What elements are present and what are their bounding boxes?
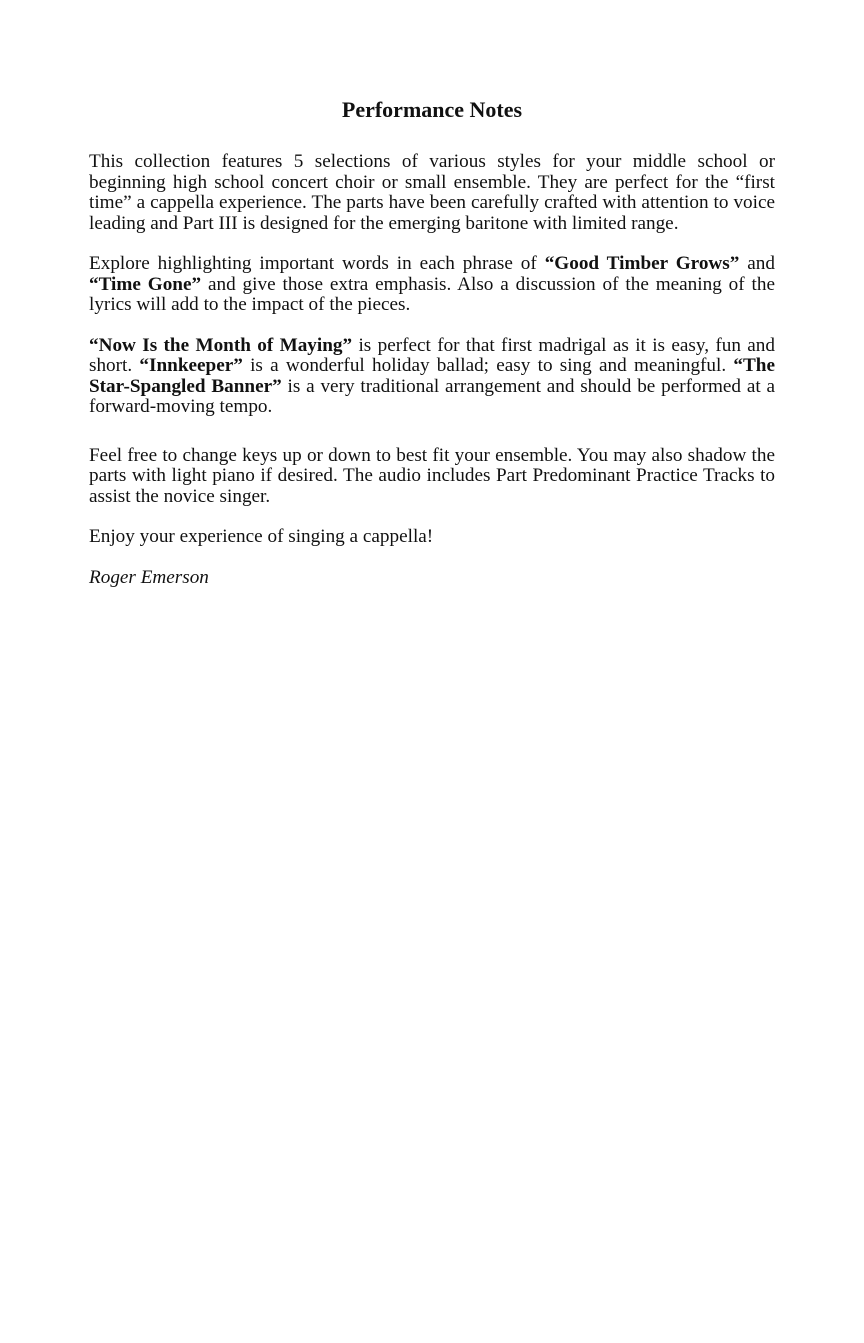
emphasis-text-1: Explore highlighting important words in each phrase of <box>89 253 545 274</box>
author-signature: Roger Emerson <box>89 566 209 588</box>
songs-text-1: is perfect for that first madrigal as it is easy, fun and short. <box>89 334 775 376</box>
emphasis-text-3: and give those extra emphasis. Also a discussion of the meaning of the lyrics will add to the impact of the pieces. <box>89 273 775 315</box>
intro-text: This collection features 5 selections of various styles for your middle school or beginning high school concert choir or small ensemble. They are perfect for the “first time” a cappella experience. The parts have been carefully crafted with attention to voice leading and Part III is designed for the emerging baritone with limited range. <box>89 151 775 234</box>
song-title-star-spangled-banner: “The Star-Spangled Banner” <box>89 355 775 397</box>
intro-paragraph <box>89 152 775 234</box>
document-page <box>89 96 775 588</box>
songs-text-2: is a wonderful holiday ballad; easy to sing and meaningful. <box>242 355 734 376</box>
song-title-time-gone: “Time Gone” <box>89 273 202 295</box>
emphasis-paragraph <box>89 254 775 316</box>
song-title-innkeeper: “Innkeeper” <box>139 355 243 376</box>
songs-text-3: is a very traditional arrangement and should be performed at a forward-moving tempo. <box>89 375 775 417</box>
closing-paragraph <box>89 527 775 548</box>
page-title: Performance Notes <box>341 97 523 122</box>
song-title-good-timber-grows: “Good Timber Grows” <box>544 253 740 274</box>
keys-paragraph <box>89 446 775 508</box>
keys-text: Feel free to change keys up or down to best fit your ensemble. You may also shadow the parts with light piano if desired. The audio includes Part Predominant Practice Tracks to assist the novice singer. <box>89 444 775 507</box>
song-title-now-is-the-month-of-maying: “Now Is the Month of Maying” <box>89 334 353 356</box>
closing-text: Enjoy your experience of singing a cappella! <box>89 526 434 547</box>
emphasis-text-2: and <box>739 253 775 274</box>
songs-paragraph <box>89 336 775 418</box>
